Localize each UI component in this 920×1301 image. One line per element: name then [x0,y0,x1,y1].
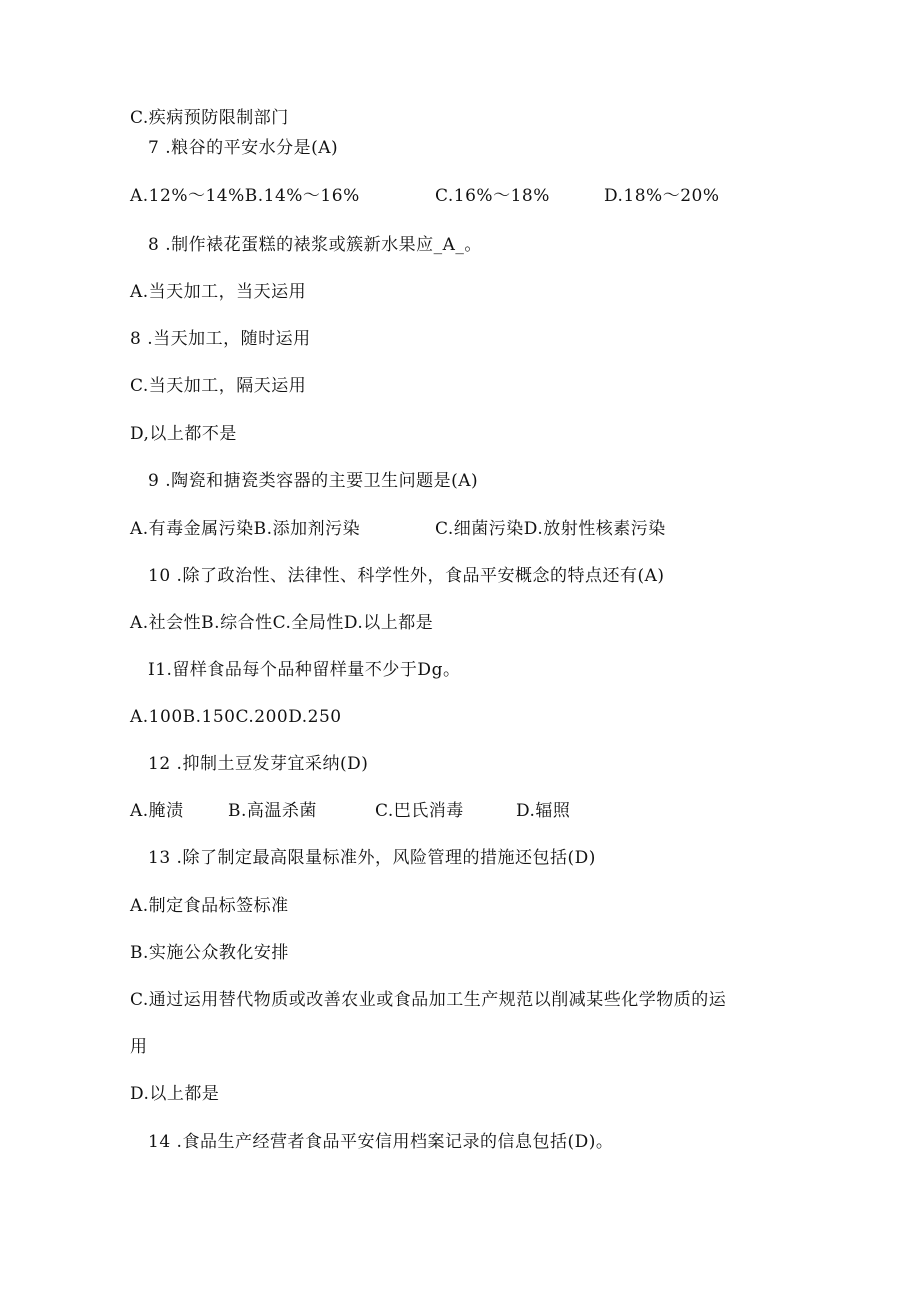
question-11: I1.留样食品每个品种留样量不少于Dg。 [148,660,461,680]
option-b-q12: B.高温杀菌 [228,801,317,821]
option-d-q8: D,以上都不是 [130,424,237,444]
options-q11: A.100B.150C.200D.250 [130,707,342,727]
option-a-q8: A.当天加工，当天运用 [130,282,307,302]
option-a-q12: A.腌渍 [130,801,184,821]
option-d-q13: D.以上都是 [130,1084,220,1104]
option-d-q7: D.18%～20% [604,186,720,206]
question-10: 10 .除了政治性、法律性、科学性外，食品平安概念的特点还有(A) [148,566,665,586]
question-13: 13 .除了制定最高限量标准外，风险管理的措施还包括(D) [148,848,596,868]
option-a-q13: A.制定食品标签标准 [130,896,289,916]
options-ab-q9: A.有毒金属污染B.添加剂污染 [130,519,361,539]
option-b-q8: 8 .当天加工，随时运用 [130,329,311,349]
option-c-q13-continued: 用 [130,1037,148,1057]
option-c-q8: C.当天加工，隔天运用 [130,376,307,396]
option-c-q6: C.疾病预防限制部门 [130,108,289,128]
question-8: 8 .制作裱花蛋糕的裱浆或簇新水果应_A_。 [148,235,482,255]
option-c-q7: C.16%～18% [435,186,550,206]
question-12: 12 .抑制土豆发芽宜采纳(D) [148,754,369,774]
option-c-q13: C.通过运用替代物质或改善农业或食品加工生产规范以削减某些化学物质的运 [130,990,727,1010]
question-14: 14 .食品生产经营者食品平安信用档案记录的信息包括(D)。 [148,1132,614,1152]
option-b-q13: B.实施公众教化安排 [130,943,289,963]
option-d-q12: D.辐照 [516,801,571,821]
question-7: 7 .粮谷的平安水分是(A) [148,138,339,158]
options-q10: A.社会性B.综合性C.全局性D.以上都是 [130,613,434,633]
options-ab-q7: A.12%～14%B.14%～16% [130,186,360,206]
options-cd-q9: C.细菌污染D.放射性核素污染 [435,519,666,539]
question-9: 9 .陶瓷和搪瓷类容器的主要卫生问题是(A) [148,471,479,491]
option-c-q12: C.巴氏消毒 [375,801,464,821]
